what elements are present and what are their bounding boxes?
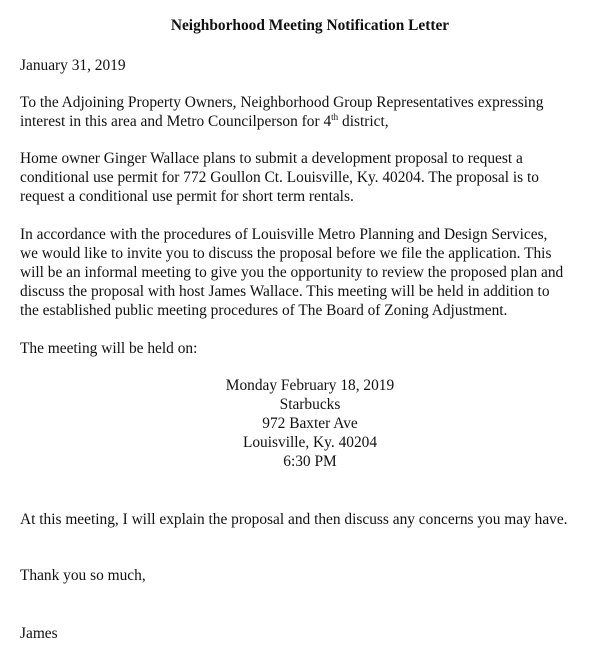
paragraph-line: discuss the proposal with host James Wallace. This meeting will be held in addition to <box>20 283 550 300</box>
salutation <box>20 93 606 131</box>
salutation-line-2 <box>20 112 606 131</box>
salutation-line-2-suffix: district, <box>338 113 389 130</box>
letter-date: January 31, 2019 <box>20 57 126 74</box>
paragraph-line: conditional use permit for 772 Goullon Ct. Louisville, Ky. 40204. The proposal is to <box>20 169 539 186</box>
meeting-venue: Starbucks <box>279 396 341 413</box>
meeting-city: Louisville, Ky. 40204 <box>242 434 378 451</box>
closing-paragraph: At this meeting, I will explain the proposal and then discuss any concerns you may have. <box>20 511 568 528</box>
meeting-street: 972 Baxter Ave <box>262 415 358 432</box>
meeting-date: Monday February 18, 2019 <box>225 377 395 394</box>
paragraph-line: Home owner Ginger Wallace plans to submit a development proposal to request a <box>20 150 523 167</box>
paragraph-line: will be an informal meeting to give you the opportunity to review the proposed plan and <box>20 264 564 281</box>
paragraph-line: request a conditional use permit for short term rentals. <box>20 188 354 205</box>
salutation-line-2-prefix: interest in this area and Metro Councilperson for 4 <box>20 113 332 130</box>
meeting-time: 6:30 PM <box>283 453 337 470</box>
letter-title: Neighborhood Meeting Notification Letter <box>170 17 450 34</box>
closing-line: Thank you so much, <box>20 567 146 584</box>
procedures-paragraph <box>20 225 606 320</box>
salutation-line-1: To the Adjoining Property Owners, Neighborhood Group Representatives expressing <box>20 94 544 111</box>
signature: James <box>20 625 58 642</box>
paragraph-line: In accordance with the procedures of Louisville Metro Planning and Design Services, <box>20 226 548 243</box>
paragraph-line: the established public meeting procedures of The Board of Zoning Adjustment. <box>20 302 508 319</box>
proposal-paragraph <box>20 149 606 206</box>
meeting-intro: The meeting will be held on: <box>20 340 198 357</box>
paragraph-line: we would like to invite you to discuss the proposal before we file the application. This <box>20 245 552 262</box>
ordinal-suffix: th <box>331 112 339 122</box>
meeting-details <box>0 376 606 471</box>
